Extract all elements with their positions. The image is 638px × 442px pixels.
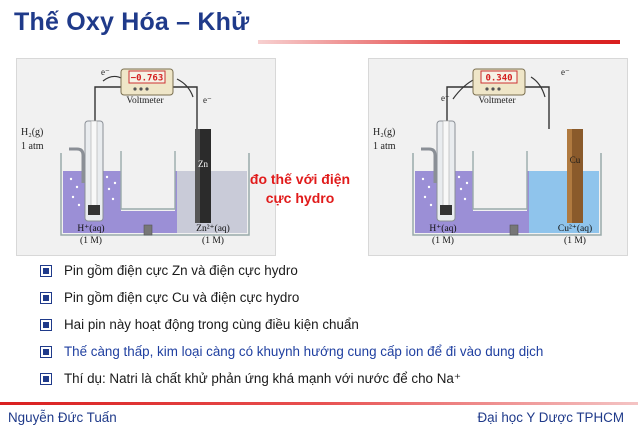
footer-author: Nguyễn Đức Tuấn	[8, 410, 117, 425]
bullet-item	[40, 262, 543, 289]
checkbox-bullet-icon	[40, 373, 52, 385]
electron-arrow-left	[103, 76, 123, 81]
footer-rule	[0, 402, 638, 405]
zinc-conc-label: (1 M)	[202, 236, 224, 246]
electrode-label: Cu	[569, 155, 581, 165]
footer-institution: Đại học Y Dược TPHCM	[477, 410, 624, 425]
center-annotation-line1: đo thế với điện	[249, 171, 351, 187]
hydrogen-conc-label: (1 M)	[432, 236, 454, 246]
copper-hydrogen-cell-diagram	[368, 58, 628, 256]
hydrogen-conc-label: (1 M)	[80, 236, 102, 246]
bullet-item	[40, 289, 543, 316]
bullet-list	[40, 262, 543, 397]
checkbox-bullet-icon	[40, 292, 52, 304]
porous-plug	[510, 225, 518, 235]
center-annotation	[236, 170, 364, 208]
bullet-item	[40, 316, 543, 343]
salt-bridge-divider	[473, 151, 527, 209]
voltmeter-label: Voltmeter	[126, 96, 164, 106]
bullet-text: Pin gồm điện cực Cu và điện cực hydro	[64, 290, 300, 305]
title-rule	[258, 40, 620, 44]
bullet-item-highlighted	[40, 343, 543, 370]
electrode-label: Zn	[198, 159, 208, 169]
bullet-text: Thí dụ: Natri là chất khử phản ứng khá mạnh với nước để cho Na⁺	[64, 371, 461, 386]
pressure-label: 1 atm	[21, 141, 44, 152]
gas-label: H₂(g)	[21, 127, 44, 138]
hydrogen-solution-label: H⁺(aq)	[77, 224, 105, 234]
pressure-label: 1 atm	[373, 141, 396, 152]
zinc-solution-label: Zn²⁺(aq)	[196, 224, 230, 234]
center-annotation-line2: cực hydro	[265, 190, 335, 206]
checkbox-bullet-icon	[40, 346, 52, 358]
gas-label: H₂(g)	[373, 127, 396, 138]
bullet-text: Pin gồm điện cực Zn và điện cực hydro	[64, 263, 298, 278]
electron-label-left: e⁻	[101, 67, 110, 77]
voltmeter-reading: 0.340	[485, 73, 513, 84]
porous-plug	[144, 225, 152, 235]
bullet-text: Hai pin này hoạt động trong cùng điều kiện chuẩn	[64, 317, 359, 332]
voltmeter-label: Voltmeter	[478, 96, 516, 106]
bullet-text: Thế càng thấp, kim loại càng có khuynh hướng cung cấp ion để đi vào dung dịch	[64, 344, 544, 359]
zinc-hydrogen-cell-diagram	[16, 58, 276, 256]
electron-label-left: e⁻	[441, 93, 450, 103]
electron-label-right: e⁻	[203, 95, 212, 105]
checkbox-bullet-icon	[40, 265, 52, 277]
platinum-electrode	[88, 205, 100, 215]
slide-title: Thế Oxy Hóa – Khử	[14, 8, 250, 36]
platinum-electrode	[440, 205, 452, 215]
electron-label-right: e⁻	[561, 67, 570, 77]
hydrogen-solution-label: H⁺(aq)	[429, 224, 457, 234]
bullet-item	[40, 370, 543, 397]
voltmeter-reading: −0.763	[130, 73, 164, 84]
salt-bridge-divider	[121, 151, 175, 209]
electron-arrow-right	[177, 79, 193, 97]
checkbox-bullet-icon	[40, 319, 52, 331]
copper-conc-label: (1 M)	[564, 236, 586, 246]
electron-arrow-left	[453, 79, 475, 99]
copper-solution-label: Cu²⁺(aq)	[557, 224, 593, 234]
